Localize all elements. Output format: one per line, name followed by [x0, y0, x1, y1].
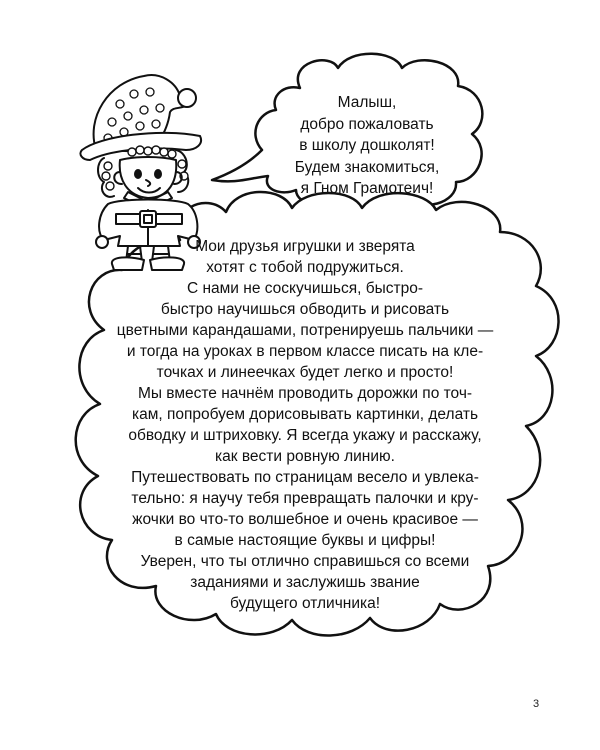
intro-line: жочки во что-то волшебное и очень красивое — — [132, 511, 478, 528]
greeting-line: я Гном Грамотеич! — [300, 180, 434, 197]
greeting-line: Малыш, — [337, 94, 397, 111]
introduction-text — [70, 236, 540, 614]
intro-line: Мы вместе начнём проводить дорожки по точ- — [137, 385, 473, 402]
intro-line: С нами не соскучишься, быстро- — [186, 280, 424, 297]
intro-line: хотят с тобой подружиться. — [206, 259, 404, 276]
intro-line: цветными карандашами, потренируешь пальчики — — [116, 322, 494, 339]
page-number: 3 — [533, 698, 540, 710]
greeting-line: в школу дошколят! — [299, 137, 435, 154]
intro-line: Уверен, что ты отлично справишься со всеми — [140, 553, 470, 570]
intro-line: тельно: я научу тебя превращать палочки и кру- — [131, 490, 479, 507]
greeting-text — [282, 92, 452, 200]
intro-line: заданиями и заслужишь звание — [190, 574, 420, 591]
intro-line: в самые настоящие буквы и цифры! — [174, 532, 436, 549]
intro-line: и тогда на уроках в первом классе писать на кле- — [126, 343, 484, 360]
greeting-line: Будем знакомиться, — [294, 158, 440, 176]
intro-line: будущего отличника! — [229, 595, 381, 612]
intro-line: точках и линеечках будет легко и просто! — [156, 364, 454, 381]
intro-line: Мои друзья игрушки и зверята — [195, 238, 415, 255]
intro-line: кам, попробуем дорисовывать картинки, делать — [131, 406, 479, 423]
greeting-line: добро пожаловать — [300, 115, 434, 133]
intro-line: обводку и штриховку. Я всегда укажу и расскажу, — [128, 427, 482, 444]
intro-line: быстро научишься обводить и рисовать — [160, 301, 450, 318]
intro-line: Путешествовать по страницам весело и увлека- — [131, 469, 479, 486]
intro-line: как вести ровную линию. — [215, 448, 395, 465]
